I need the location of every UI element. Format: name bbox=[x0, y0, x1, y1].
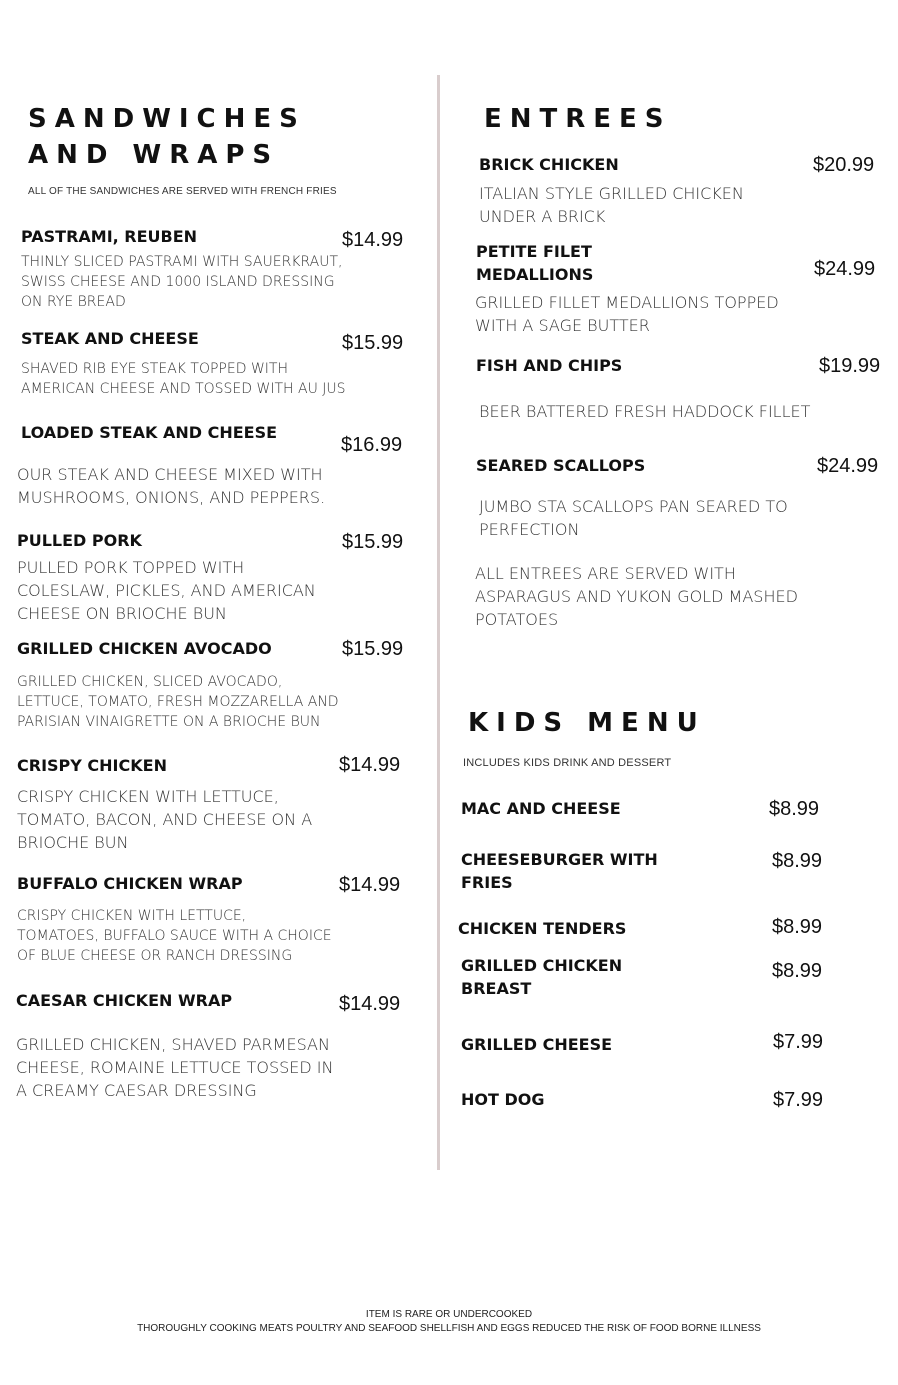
item-name-buffalo-wrap: BUFFALO CHICKEN WRAP bbox=[17, 874, 243, 893]
item-name-steak-cheese: STEAK AND CHEESE bbox=[21, 329, 199, 348]
item-price-buffalo-wrap: $14.99 bbox=[339, 874, 401, 896]
item-desc-buffalo-wrap: CRISPY CHICKEN WITH LETTUCE, TOMATOES, BUFFALO SAUCE WITH A CHOICE OF BLUE CHEESE OR RANCH DRESSING bbox=[17, 908, 332, 964]
item-name-pastrami: PASTRAMI, REUBEN bbox=[21, 227, 198, 246]
item-price-loaded-steak: $16.99 bbox=[341, 434, 403, 456]
item-desc-filet-medallions: GRILLED FILLET MEDALLIONS TOPPED WITH A SAGE BUTTER bbox=[475, 293, 779, 335]
item-price-caesar-wrap: $14.99 bbox=[339, 993, 401, 1015]
item-name-fish-chips: FISH AND CHIPS bbox=[476, 356, 623, 375]
item-desc-fish-chips: BEER BATTERED FRESH HADDOCK FILLET bbox=[479, 402, 811, 421]
footer-line-2: THOROUGHLY COOKING MEATS POULTRY AND SEAFOOD SHELLFISH AND EGGS REDUCED THE RISK OF FOOD BORNE ILLNESS bbox=[137, 1323, 761, 1334]
kids-item-price-cheeseburger: $8.99 bbox=[772, 850, 823, 872]
item-price-brick-chicken: $20.99 bbox=[813, 154, 875, 176]
item-price-crispy-chicken: $14.99 bbox=[339, 754, 401, 776]
item-desc-seared-scallops: JUMBO STA SCALLOPS PAN SEARED TO PERFECTION bbox=[479, 497, 788, 539]
entrees-note: ALL ENTREES ARE SERVED WITH ASPARAGUS AND YUKON GOLD MASHED POTATOES bbox=[475, 564, 798, 629]
kids-item-name-chicken-tenders: CHICKEN TENDERS bbox=[458, 919, 627, 938]
item-desc-loaded-steak: OUR STEAK AND CHEESE MIXED WITH MUSHROOMS, ONIONS, AND PEPPERS. bbox=[17, 465, 326, 507]
kids-item-price-grilled-chicken-breast: $8.99 bbox=[772, 960, 823, 982]
kids-title: KIDS MENU bbox=[468, 708, 706, 738]
item-name-loaded-steak: LOADED STEAK AND CHEESE bbox=[21, 423, 278, 442]
item-name-grilled-chicken-avocado: GRILLED CHICKEN AVOCADO bbox=[17, 639, 272, 658]
item-name-seared-scallops: SEARED SCALLOPS bbox=[476, 456, 646, 475]
kids-item-name-mac-cheese: MAC AND CHEESE bbox=[461, 799, 621, 818]
kids-item-name-hot-dog: HOT DOG bbox=[461, 1090, 545, 1109]
item-price-fish-chips: $19.99 bbox=[819, 355, 881, 377]
item-desc-steak-cheese: SHAVED RIB EYE STEAK TOPPED WITH AMERICAN CHEESE AND TOSSED WITH AU JUS bbox=[21, 361, 346, 397]
kids-item-name-cheeseburger: CHEESEBURGER WITH FRIES bbox=[461, 850, 658, 892]
footer-line-1: ITEM IS RARE OR UNDERCOOKED bbox=[365, 1309, 533, 1320]
item-desc-grilled-chicken-avocado: GRILLED CHICKEN, SLICED AVOCADO, LETTUCE, TOMATO, FRESH MOZZARELLA AND PARISIAN VINAIGRETTE ON A BRIOCHE BUN bbox=[17, 674, 339, 730]
item-price-pastrami: $14.99 bbox=[342, 229, 404, 251]
item-price-grilled-chicken-avocado: $15.99 bbox=[342, 638, 404, 660]
kids-item-price-hot-dog: $7.99 bbox=[773, 1089, 824, 1111]
item-name-brick-chicken: BRICK CHICKEN bbox=[479, 155, 619, 174]
item-desc-pulled-pork: PULLED PORK TOPPED WITH COLESLAW, PICKLES, AND AMERICAN CHEESE ON BRIOCHE BUN bbox=[17, 558, 316, 623]
item-name-filet-medallions: PETITE FILET MEDALLIONS bbox=[476, 242, 594, 284]
kids-item-price-grilled-cheese: $7.99 bbox=[773, 1031, 824, 1053]
item-desc-brick-chicken: ITALIAN STYLE GRILLED CHICKEN UNDER A BRICK bbox=[479, 184, 744, 226]
item-price-pulled-pork: $15.99 bbox=[342, 531, 404, 553]
item-price-steak-cheese: $15.99 bbox=[342, 332, 404, 354]
sandwiches-note: ALL OF THE SANDWICHES ARE SERVED WITH FRENCH FRIES bbox=[28, 186, 337, 197]
item-name-pulled-pork: PULLED PORK bbox=[17, 531, 142, 550]
kids-item-name-grilled-cheese: GRILLED CHEESE bbox=[461, 1035, 613, 1054]
entrees-title: ENTREES bbox=[484, 104, 672, 134]
item-desc-caesar-wrap: GRILLED CHICKEN, SHAVED PARMESAN CHEESE, ROMAINE LETTUCE TOSSED IN A CREAMY CAESAR DRESSING bbox=[16, 1035, 334, 1100]
item-desc-crispy-chicken: CRISPY CHICKEN WITH LETTUCE, TOMATO, BACON, AND CHEESE ON A BRIOCHE BUN bbox=[17, 787, 313, 852]
kids-note: INCLUDES KIDS DRINK AND DESSERT bbox=[463, 757, 672, 769]
item-price-seared-scallops: $24.99 bbox=[817, 455, 879, 477]
sandwiches-title: SANDWICHES AND WRAPS bbox=[28, 104, 306, 170]
kids-item-price-chicken-tenders: $8.99 bbox=[772, 916, 823, 938]
kids-item-name-grilled-chicken-breast: GRILLED CHICKEN BREAST bbox=[461, 956, 623, 998]
item-name-crispy-chicken: CRISPY CHICKEN bbox=[17, 756, 167, 775]
kids-item-price-mac-cheese: $8.99 bbox=[769, 798, 820, 820]
item-desc-pastrami: THINLY SLICED PASTRAMI WITH SAUERKRAUT, SWISS CHEESE AND 1000 ISLAND DRESSING ON RYE BREAD bbox=[21, 254, 343, 310]
column-divider bbox=[437, 75, 440, 1170]
item-name-caesar-wrap: CAESAR CHICKEN WRAP bbox=[16, 991, 233, 1010]
item-price-filet-medallions: $24.99 bbox=[814, 258, 876, 280]
